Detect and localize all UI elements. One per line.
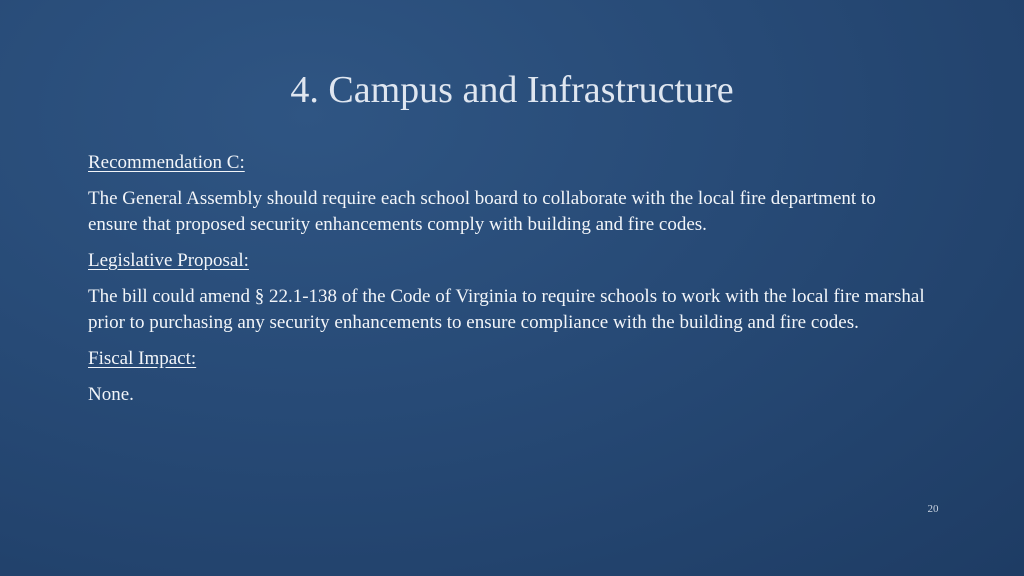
- slide-content: [88, 150, 928, 418]
- recommendation-heading: Recommendation C:: [88, 152, 245, 173]
- page-number: 20: [927, 503, 939, 515]
- legislative-proposal-heading: Legislative Proposal:: [88, 250, 249, 271]
- fiscal-impact-text: None.: [88, 384, 134, 405]
- legislative-proposal-text: The bill could amend § 22.1-138 of the Code of Virginia to require schools to work with the local fire marshal prior to purchasing any security enhancements to ensure compliance with the building and fire codes.: [88, 286, 925, 333]
- recommendation-text: The General Assembly should require each school board to collaborate with the local fire department to ensure that proposed security enhancements comply with building and fire codes.: [88, 188, 876, 235]
- fiscal-impact-heading: Fiscal Impact:: [88, 348, 197, 369]
- slide-title: 4. Campus and Infrastructure: [290, 69, 734, 111]
